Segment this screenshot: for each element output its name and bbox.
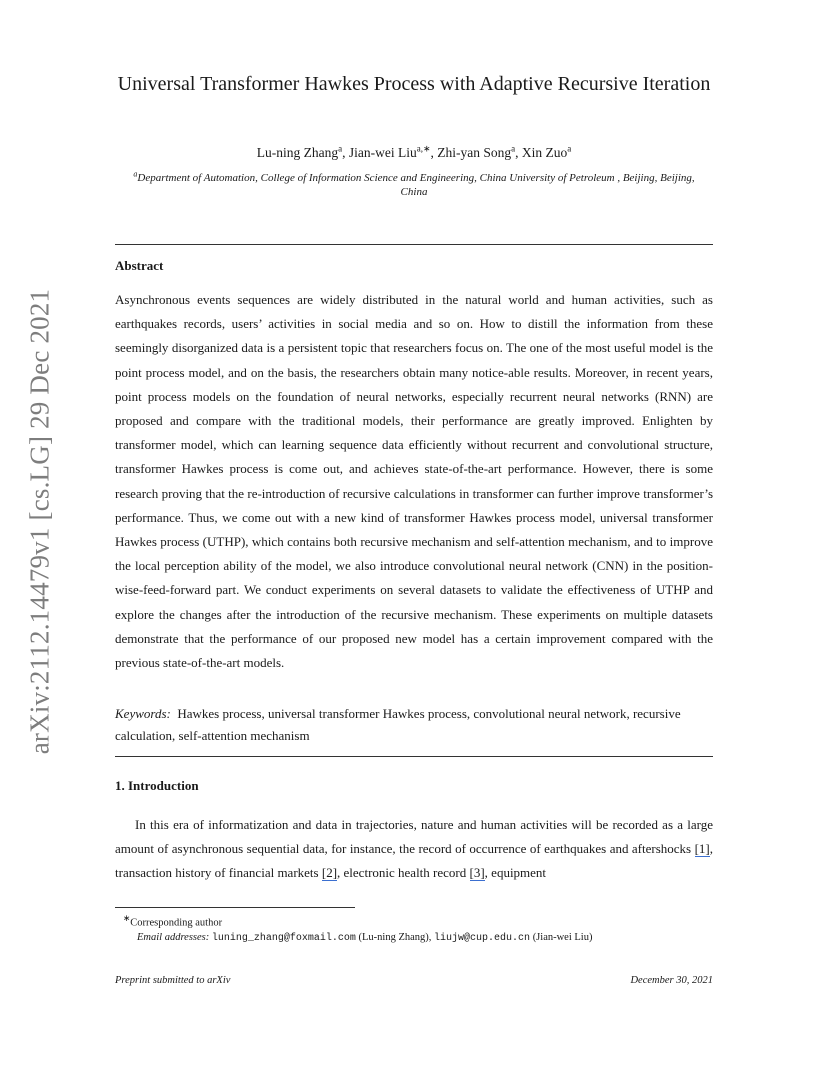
email-owner: (Jian-wei Liu) (532, 931, 593, 943)
email-link[interactable]: liujw@cup.edu.cn (434, 932, 531, 944)
author-list: Lu-ning Zhang$^a$, Jian-wei Liu$^{a,∗}$, Zhi-yan Song$^a$, Xin Zuo$^a$ (256, 143, 572, 160)
intro-text: , transaction history of financial markets (115, 841, 713, 881)
intro-text: In this era of informatization and data in trajectories, nature and human activities will be recorded as a large amount of asynchronous sequential data, for instance, the record of occurrence of earthquakes and aftershocks (115, 817, 713, 857)
intro-text: , electronic health record (337, 865, 470, 881)
footer-preprint: Preprint submitted to arXiv (115, 975, 231, 986)
email-link[interactable]: luning_zhang@foxmail.com (211, 932, 356, 944)
arxiv-side-stamp (20, 285, 60, 757)
author-mark: a (567, 143, 572, 154)
footnote-marker: ∗ (122, 913, 131, 923)
section-heading-introduction: 1. Introduction (115, 778, 199, 793)
abstract-top-rule (115, 244, 713, 245)
abstract-heading: Abstract (115, 258, 164, 273)
citation-link[interactable]: [3] (469, 865, 485, 881)
author-name: Zhi-yan Song (437, 145, 512, 160)
citation-link[interactable]: [1] (694, 841, 710, 857)
keywords-label: Keywords: (115, 706, 171, 721)
footnote-rule (115, 907, 355, 908)
affiliation (130, 171, 698, 199)
footnote-corresponding-text: Corresponding author (130, 917, 223, 929)
author-mark: a (338, 143, 343, 154)
author-name: Xin Zuo (521, 145, 568, 160)
keywords (115, 703, 713, 747)
affiliation-mark: a (133, 169, 138, 179)
author-mark: a (511, 143, 516, 154)
footnote-corresponding (115, 911, 713, 931)
intro-text: , equipment (484, 865, 547, 881)
arxiv-stamp-text: arXiv:2112.14479v1 [cs.LG] 29 Dec 2021 (24, 288, 55, 754)
footnote (115, 911, 713, 946)
author-mark: a,∗ (416, 143, 431, 154)
citation-link[interactable]: [2] (321, 865, 338, 881)
email-label: Email addresses: (137, 931, 210, 943)
email-owner: (Lu-ning Zhang), (358, 931, 432, 943)
author-name: Lu-ning Zhang (256, 145, 339, 160)
footnote-emails (115, 931, 713, 946)
author-name: Jian-wei Liu (348, 145, 417, 160)
keywords-text: Hawkes process, universal transformer Hawkes process, convolutional neural network, recursive calculation, self-attention mechanism (115, 706, 681, 743)
abstract-text: Asynchronous events sequences are widely distributed in the natural world and human activities, such as earthquakes records, users’ activities in social media and so on. How to distill the information from these seemingly disorganized data is a persistent topic that researchers focus on. The one of the most useful model is the point process model, and on the basis, the researchers obtain many notice-able results. Moreover, in recent years, point process models on the foundation of neural networks, especially recurrent neural networks (RNN) are proposed and compare with the traditional models, their performance are greatly improved. Enlighten by transformer model, which can learning sequence data efficiently without recurrent and convolutional structure, transformer Hawkes process is come out, and achieves state-of-the-art performance. However, there is some research proving that the re-introduction of recursive calculations in transformer can further improve transformer’s performance. Thus, we come out with a new kind of transformer Hawkes process model, universal transformer Hawkes process (UTHP), which contains both recursive mechanism and self-attention mechanism, and to improve the local perception ability of the model, we also introduce convolutional neural network (CNN) in the position-wise-feed-forward part. We conduct experiments on several datasets to validate the effectiveness of UTHP and explore the changes after the introduction of the recursive mechanism. These experiments on multiple datasets demonstrate that the performance of our proposed new model has a certain improvement compared with the previous state-of-the-art models. (115, 292, 713, 671)
affiliation-text: Department of Automation, College of Information Science and Engineering, China University of Petroleum , Beijing, Beijing, China (137, 172, 695, 198)
abstract-bottom-rule (115, 756, 713, 757)
introduction-paragraph (115, 813, 713, 886)
paper-title: Universal Transformer Hawkes Process with Adaptive Recursive Iteration (117, 73, 711, 95)
footer-date: December 30, 2021 (630, 975, 713, 986)
